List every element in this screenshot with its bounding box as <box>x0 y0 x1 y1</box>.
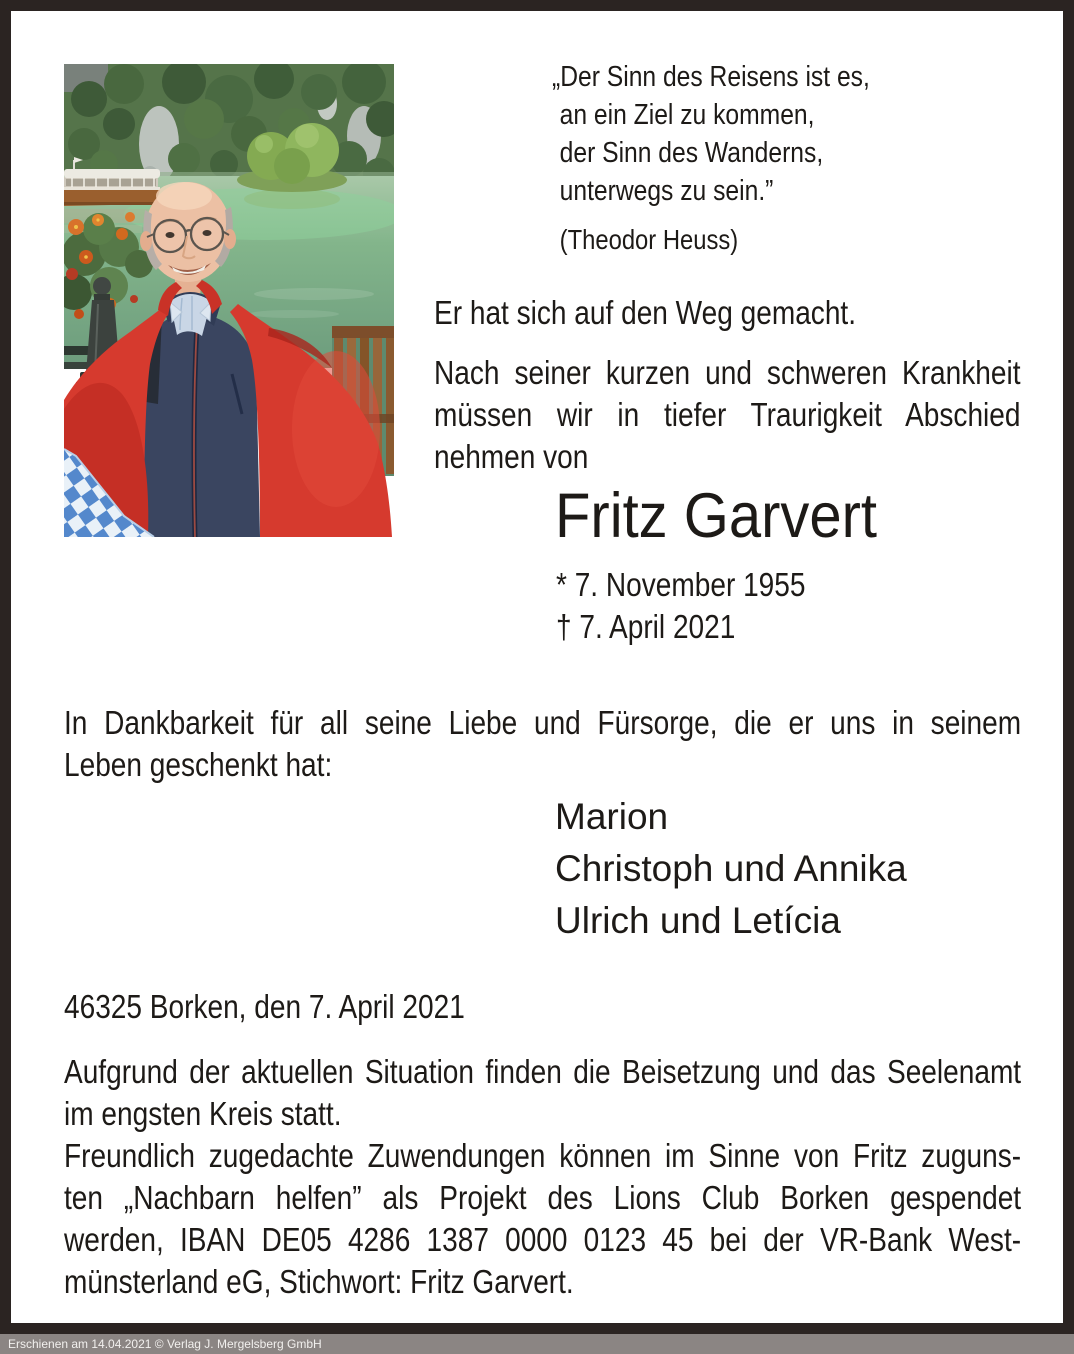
paragraph-line: Freundlich zugedachte Zuwendungen können im Sinne von Fritz zuguns- <box>64 1137 1022 1174</box>
deceased-name: Fritz Garvert <box>555 481 878 551</box>
mourner-name: Christoph und Annika <box>555 848 907 889</box>
quote-attribution: (Theodor Heuss) <box>559 224 739 255</box>
birth-date: * 7. November 1955 <box>556 566 806 603</box>
portrait-photo <box>64 64 394 537</box>
paragraph-line: Nach seiner kurzen und schweren Krankheit <box>434 354 1021 391</box>
paragraph-line: im engsten Kreis statt. <box>64 1095 342 1132</box>
paragraph-line: ten „Nachbarn helfen” als Projekt des Lions Club Borken gespendet <box>64 1179 1022 1216</box>
opening-line: Er hat sich auf den Weg gemacht. <box>434 294 857 331</box>
quote-block <box>552 58 870 259</box>
place-date-line: 46325 Borken, den 7. April 2021 <box>64 988 465 1025</box>
quote-line: „Der Sinn des Reisens ist es, <box>552 61 870 93</box>
paragraph-line: In Dankbarkeit für all seine Liebe und Fürsorge, die er uns in seinem <box>64 704 1022 741</box>
life-dates <box>556 564 805 648</box>
death-date: † 7. April 2021 <box>556 608 736 645</box>
mourners-list <box>555 791 907 947</box>
mourner-name: Marion <box>555 796 669 837</box>
paragraph-line: nehmen von <box>434 438 589 475</box>
paragraph-line: Leben geschenkt hat: <box>64 746 333 783</box>
mourner-name: Ulrich und Letícia <box>555 900 841 941</box>
donation-paragraph <box>64 1135 1021 1303</box>
gratitude-paragraph <box>64 702 1021 786</box>
quote-line: der Sinn des Wanderns, <box>559 137 824 169</box>
paragraph-line: Aufgrund der aktuellen Situation finden die Beisetzung und das Seelenamt <box>64 1053 1022 1090</box>
quote-line: an ein Ziel zu kommen, <box>559 99 815 131</box>
paragraph-line: münsterland eG, Stichwort: Fritz Garvert. <box>64 1263 574 1300</box>
quote-line: unterwegs zu sein.” <box>559 175 774 207</box>
publisher-footer-text: Erschienen am 14.04.2021 © Verlag J. Mergelsberg GmbH <box>8 1337 322 1351</box>
portrait-illustration <box>64 64 394 537</box>
paragraph-line: werden, IBAN DE05 4286 1387 0000 0123 45 bei der VR-Bank West- <box>64 1221 1022 1258</box>
publisher-footer-bar <box>0 1334 1074 1354</box>
announcement-paragraph <box>434 352 1021 478</box>
funeral-notice-paragraph <box>64 1051 1021 1135</box>
paragraph-line: müssen wir in tiefer Traurigkeit Abschied <box>434 396 1021 433</box>
